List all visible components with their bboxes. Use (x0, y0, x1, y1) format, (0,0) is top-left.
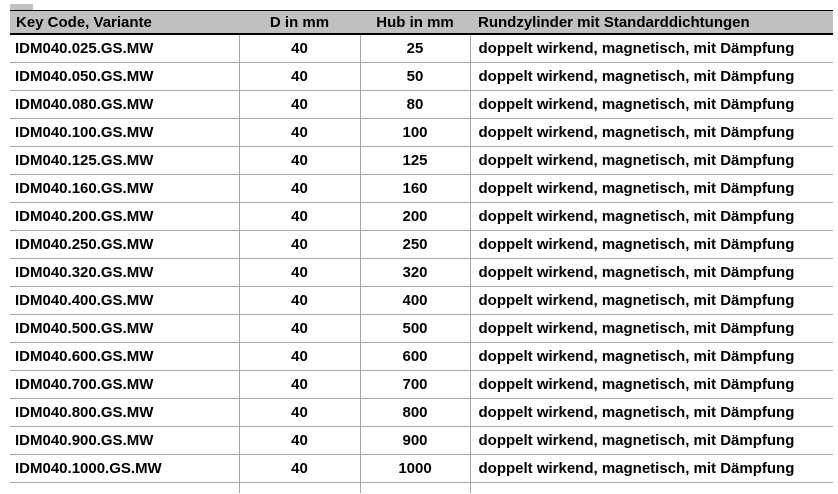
cell-description: doppelt wirkend, magnetisch, mit Dämpfung (470, 315, 833, 343)
table-row (10, 343, 833, 371)
partial-cell (239, 483, 360, 494)
cell-description: doppelt wirkend, magnetisch, mit Dämpfung (470, 399, 833, 427)
cell-description: doppelt wirkend, magnetisch, mit Dämpfung (470, 427, 833, 455)
cell-hub-mm: 200 (360, 203, 470, 231)
cell-hub-mm: 1000 (360, 455, 470, 483)
table-row (10, 34, 833, 63)
product-table-wrap (10, 4, 833, 493)
cell-hub-mm: 700 (360, 371, 470, 399)
cell-key-code: IDM040.1000.GS.MW (10, 455, 239, 483)
partial-cropped-row (10, 483, 833, 494)
cell-d-mm: 40 (239, 175, 360, 203)
cell-d-mm: 40 (239, 455, 360, 483)
cell-hub-mm: 50 (360, 63, 470, 91)
table-row (10, 175, 833, 203)
cell-description: doppelt wirkend, magnetisch, mit Dämpfung (470, 287, 833, 315)
cell-hub-mm: 320 (360, 259, 470, 287)
cell-key-code: IDM040.200.GS.MW (10, 203, 239, 231)
cell-key-code: IDM040.600.GS.MW (10, 343, 239, 371)
cell-hub-mm: 80 (360, 91, 470, 119)
product-variant-table (10, 10, 833, 493)
cell-hub-mm: 900 (360, 427, 470, 455)
cell-key-code: IDM040.320.GS.MW (10, 259, 239, 287)
cell-d-mm: 40 (239, 203, 360, 231)
cell-hub-mm: 500 (360, 315, 470, 343)
cell-description: doppelt wirkend, magnetisch, mit Dämpfung (470, 175, 833, 203)
partial-cell (10, 483, 239, 494)
cell-hub-mm: 125 (360, 147, 470, 175)
cell-d-mm: 40 (239, 119, 360, 147)
cell-key-code: IDM040.160.GS.MW (10, 175, 239, 203)
cell-description: doppelt wirkend, magnetisch, mit Dämpfung (470, 203, 833, 231)
table-row (10, 371, 833, 399)
cell-hub-mm: 600 (360, 343, 470, 371)
cell-key-code: IDM040.250.GS.MW (10, 231, 239, 259)
table-row (10, 63, 833, 91)
cell-key-code: IDM040.900.GS.MW (10, 427, 239, 455)
cell-d-mm: 40 (239, 315, 360, 343)
table-row (10, 91, 833, 119)
cell-description: doppelt wirkend, magnetisch, mit Dämpfung (470, 455, 833, 483)
header-row (10, 11, 833, 35)
cell-hub-mm: 250 (360, 231, 470, 259)
table-row (10, 231, 833, 259)
cell-description: doppelt wirkend, magnetisch, mit Dämpfung (470, 119, 833, 147)
cell-d-mm: 40 (239, 399, 360, 427)
partial-cell (470, 483, 833, 494)
table-row (10, 119, 833, 147)
cell-key-code: IDM040.500.GS.MW (10, 315, 239, 343)
cell-d-mm: 40 (239, 287, 360, 315)
cell-d-mm: 40 (239, 34, 360, 63)
cell-hub-mm: 100 (360, 119, 470, 147)
cell-key-code: IDM040.050.GS.MW (10, 63, 239, 91)
cell-description: doppelt wirkend, magnetisch, mit Dämpfung (470, 63, 833, 91)
cell-key-code: IDM040.125.GS.MW (10, 147, 239, 175)
cell-hub-mm: 800 (360, 399, 470, 427)
table-row (10, 147, 833, 175)
cell-description: doppelt wirkend, magnetisch, mit Dämpfung (470, 34, 833, 63)
cell-description: doppelt wirkend, magnetisch, mit Dämpfung (470, 147, 833, 175)
cell-key-code: IDM040.025.GS.MW (10, 34, 239, 63)
cell-d-mm: 40 (239, 63, 360, 91)
cell-d-mm: 40 (239, 259, 360, 287)
cell-description: doppelt wirkend, magnetisch, mit Dämpfung (470, 343, 833, 371)
cell-d-mm: 40 (239, 231, 360, 259)
partial-cell (360, 483, 470, 494)
cell-description: doppelt wirkend, magnetisch, mit Dämpfung (470, 91, 833, 119)
cell-d-mm: 40 (239, 343, 360, 371)
cell-key-code: IDM040.400.GS.MW (10, 287, 239, 315)
table-row (10, 455, 833, 483)
col-header-hub-mm: Hub in mm (360, 11, 470, 35)
col-header-key-code: Key Code, Variante (10, 11, 239, 35)
cell-d-mm: 40 (239, 371, 360, 399)
table-row (10, 427, 833, 455)
cell-hub-mm: 160 (360, 175, 470, 203)
cell-key-code: IDM040.100.GS.MW (10, 119, 239, 147)
table-row (10, 287, 833, 315)
cell-key-code: IDM040.080.GS.MW (10, 91, 239, 119)
cell-key-code: IDM040.700.GS.MW (10, 371, 239, 399)
table-row (10, 399, 833, 427)
table-row (10, 315, 833, 343)
cell-d-mm: 40 (239, 147, 360, 175)
cell-hub-mm: 25 (360, 34, 470, 63)
cell-key-code: IDM040.800.GS.MW (10, 399, 239, 427)
cell-hub-mm: 400 (360, 287, 470, 315)
cell-description: doppelt wirkend, magnetisch, mit Dämpfung (470, 371, 833, 399)
table-body (10, 34, 833, 493)
table-row (10, 259, 833, 287)
col-header-d-mm: D in mm (239, 11, 360, 35)
table-row (10, 203, 833, 231)
cell-d-mm: 40 (239, 91, 360, 119)
cell-description: doppelt wirkend, magnetisch, mit Dämpfung (470, 259, 833, 287)
cell-d-mm: 40 (239, 427, 360, 455)
cell-description: doppelt wirkend, magnetisch, mit Dämpfung (470, 231, 833, 259)
col-header-description: Rundzylinder mit Standarddichtungen (470, 11, 833, 35)
